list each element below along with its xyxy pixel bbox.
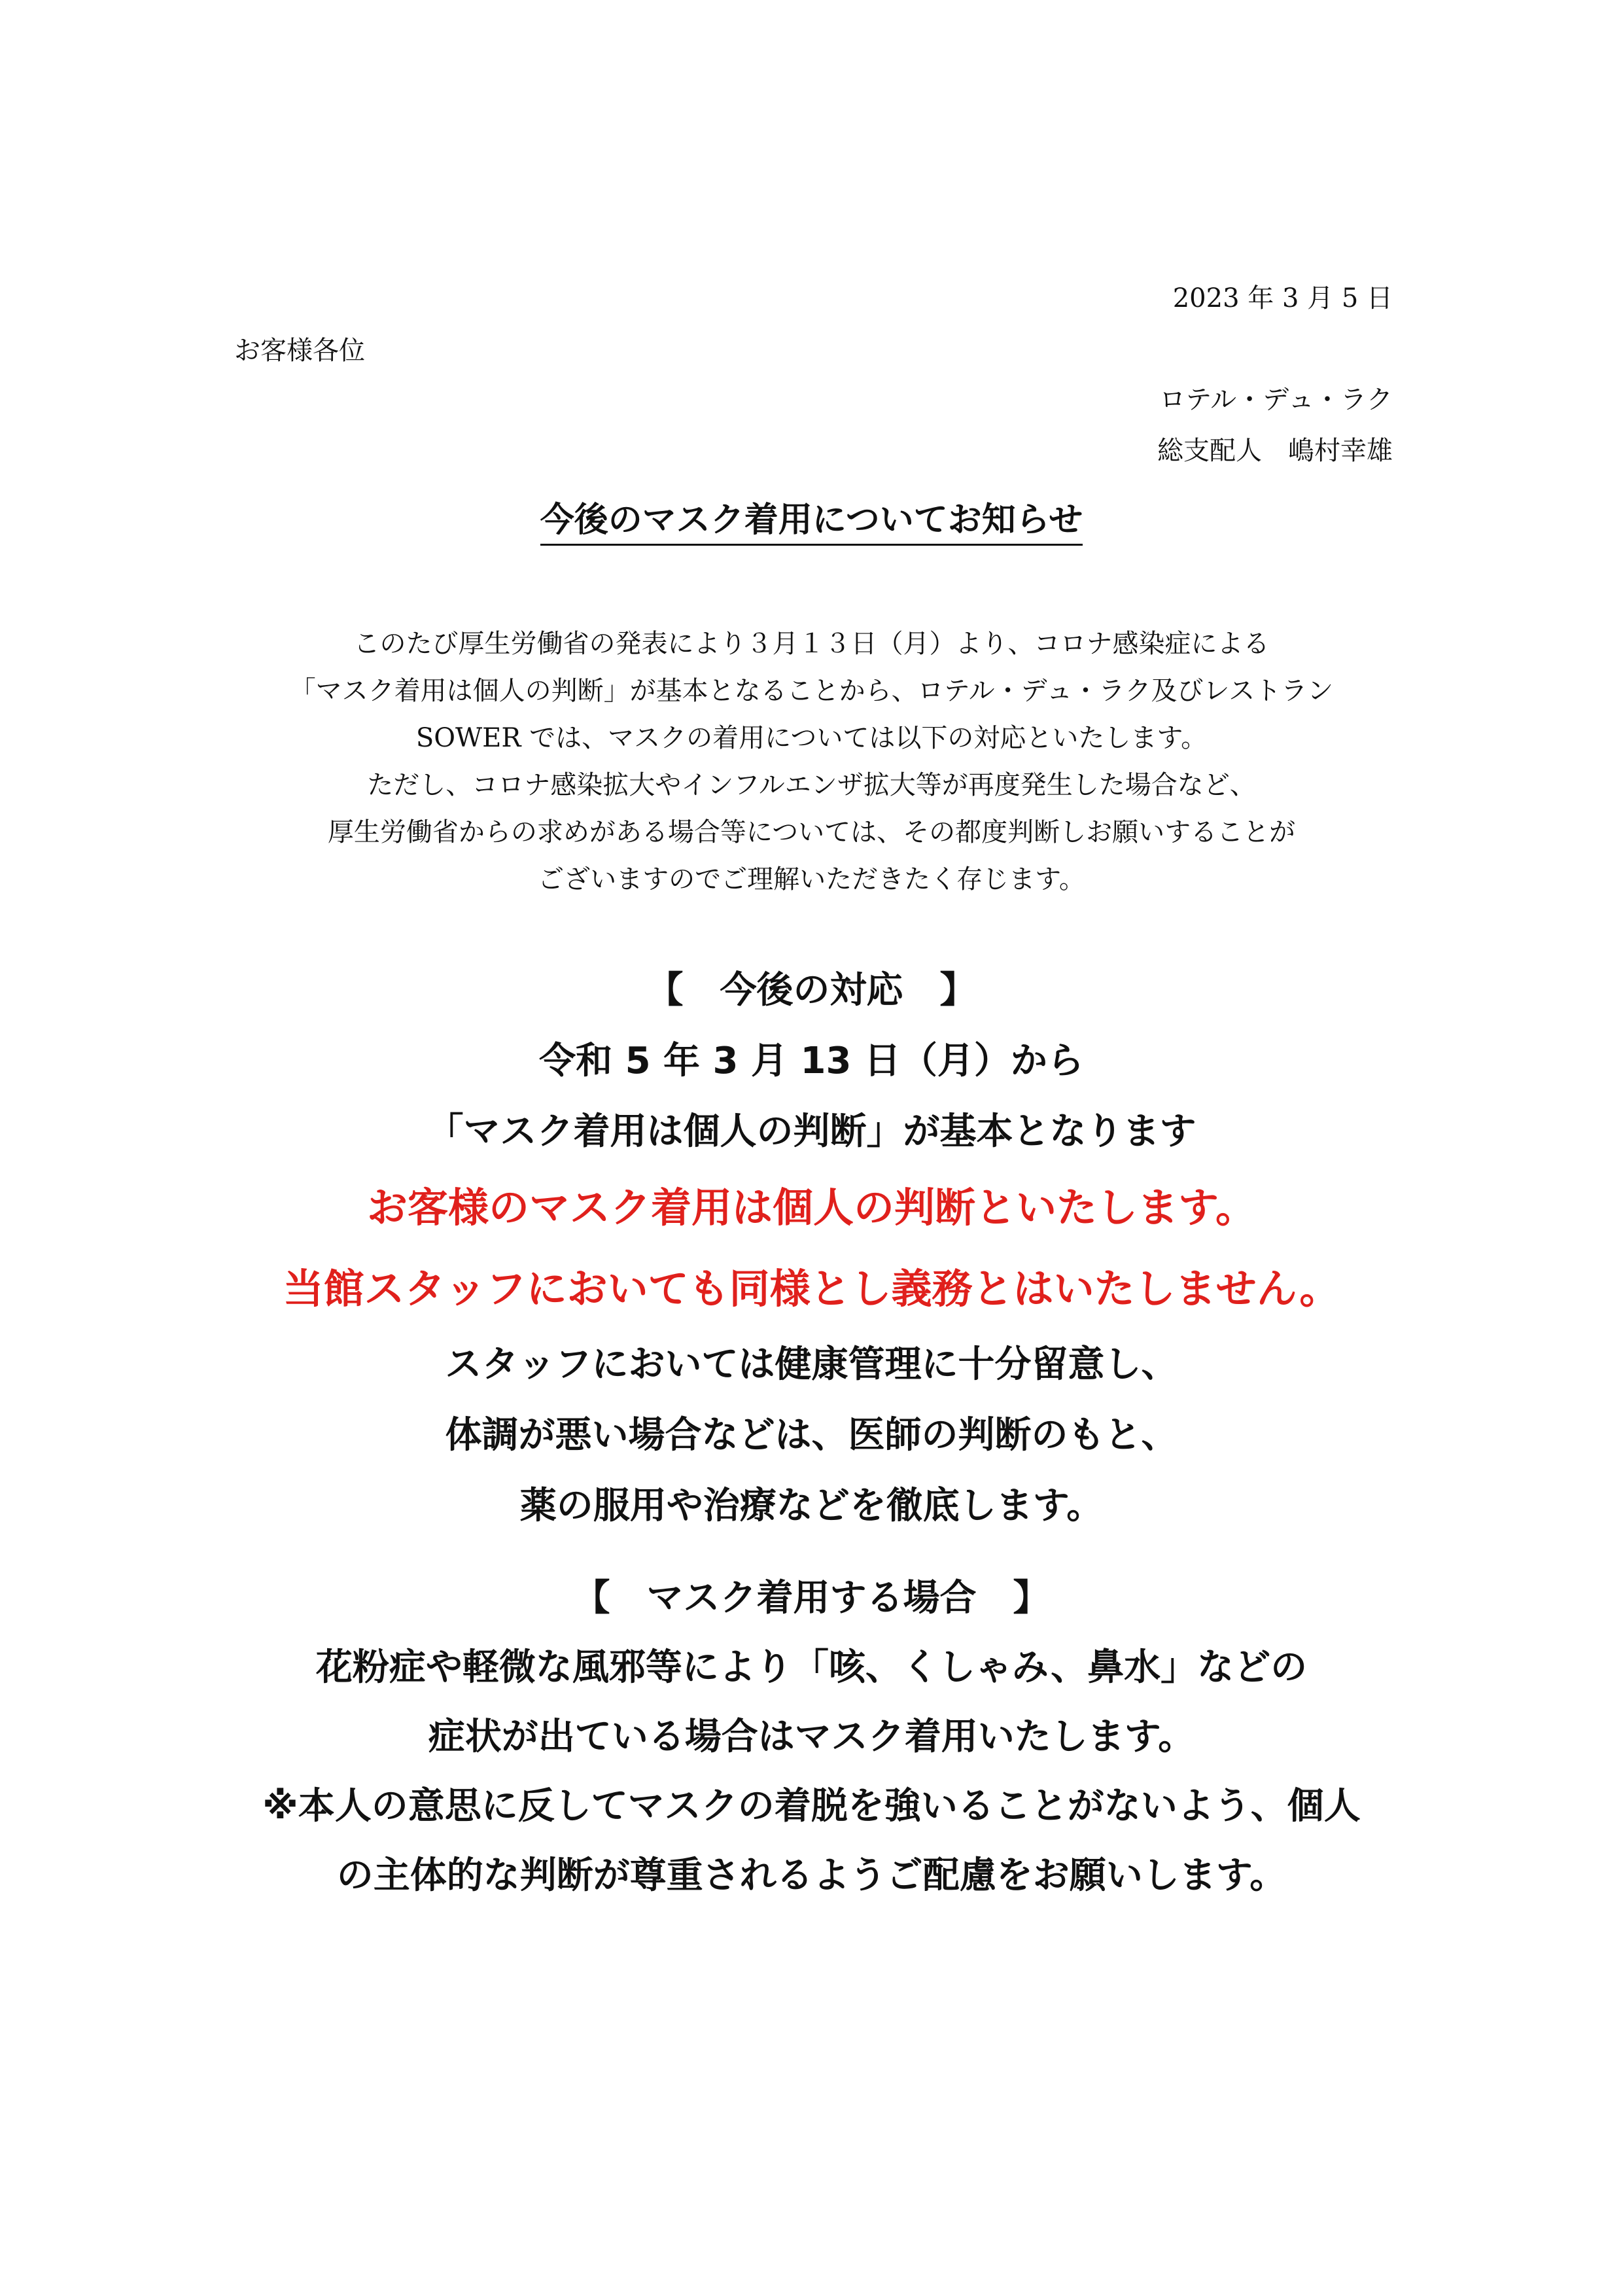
notice-title xyxy=(0,492,1623,541)
sender-block xyxy=(1157,374,1393,476)
intro-line: 厚生労働省からの求めがある場合等については、その都度判断しお願いすることが xyxy=(327,817,1296,847)
policy-highlight-line: お客様のマスク着用は個人の判断といたします。 xyxy=(366,1184,1257,1231)
policy-line: 令和 5 年 3 月 13 日（月）から xyxy=(539,1040,1084,1082)
intro-paragraph xyxy=(0,620,1623,903)
intro-line: このたび厚生労働省の発表により３月１３日（月）より、コロナ感染症による xyxy=(353,629,1270,659)
mask-case-line: 花粉症や軽微な風邪等により「咳、くしゃみ、鼻水」などの xyxy=(315,1646,1308,1689)
policy-line: 薬の服用や治療などを徹底します。 xyxy=(519,1485,1104,1527)
intro-line: ございますのでご理解いただきたく存じます。 xyxy=(538,864,1085,894)
policy-heading: 【 今後の対応 】 xyxy=(646,969,977,1012)
mask-case-heading: 【 マスク着用する場合 】 xyxy=(573,1577,1050,1619)
document-date: 2023 年 3 月 5 日 xyxy=(1172,283,1393,313)
mask-case-line: 症状が出ている場合はマスク着用いたします。 xyxy=(428,1716,1195,1758)
mask-case-section xyxy=(0,1564,1623,1911)
intro-line: ただし、コロナ感染拡大やインフルエンザ拡大等が再度発生した場合など、 xyxy=(367,770,1256,800)
recipient-line: お客様各位 xyxy=(234,336,365,366)
mask-case-line: の主体的な判断が尊重されるようご配慮をお願いします。 xyxy=(336,1854,1287,1897)
policy-line: スタッフにおいては健康管理に十分留意し、 xyxy=(445,1343,1178,1386)
notice-title-text: 今後のマスク着用についてお知らせ xyxy=(540,501,1083,546)
intro-line: 「マスク着用は個人の判断」が基本となることから、ロテル・デュ・ラク及びレストラン xyxy=(289,676,1334,706)
sender-organization: ロテル・デュ・ラク xyxy=(1159,385,1393,415)
policy-line: 体調が悪い場合などは、医師の判断のもと、 xyxy=(445,1414,1178,1457)
mask-case-line: ※本人の意思に反してマスクの着脱を強いることがないよう、個人 xyxy=(262,1785,1361,1828)
policy-highlight-line: 当館スタッフにおいても同様とし義務とはいたしません。 xyxy=(283,1265,1340,1313)
policy-section xyxy=(0,955,1623,1542)
intro-line: SOWER では、マスクの着用については以下の対応といたします。 xyxy=(415,723,1208,753)
sender-person: 総支配人 嶋村幸雄 xyxy=(1157,436,1393,466)
policy-line: 「マスク着用は個人の判断」が基本となります xyxy=(427,1110,1196,1153)
